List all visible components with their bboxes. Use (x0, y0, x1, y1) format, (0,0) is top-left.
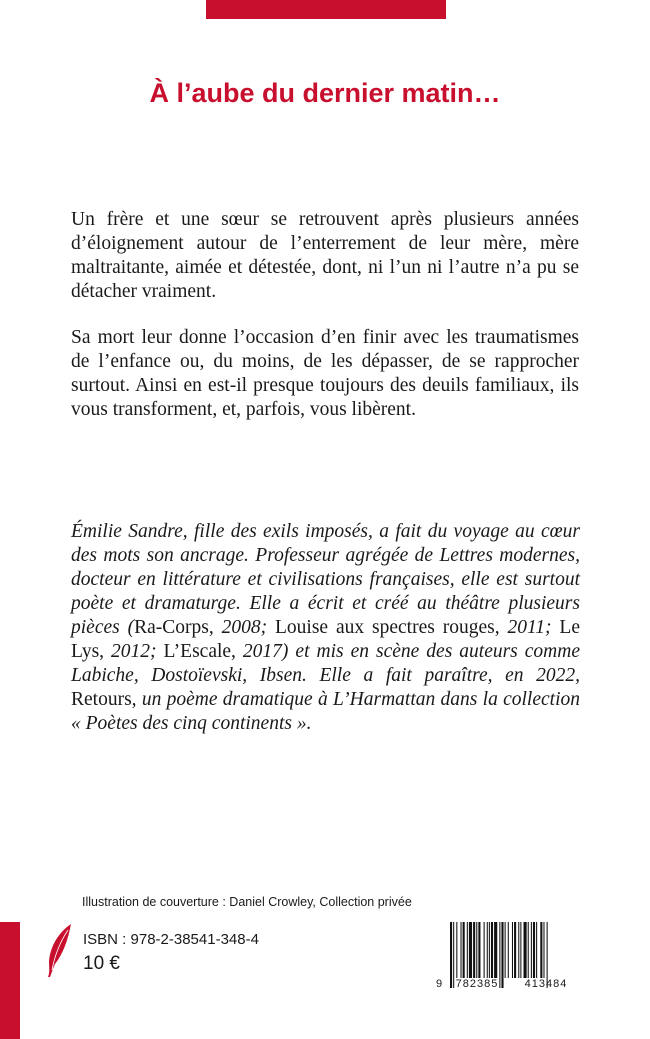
barcode-bar (533, 922, 535, 978)
barcode-bar (528, 922, 529, 978)
barcode-bar (536, 922, 537, 978)
bio-text-3: un poème dramatique à L’Harmattan dans la collection « Poètes des cinq continents ». (71, 689, 580, 734)
barcode-bar (514, 922, 516, 978)
bio-year: 2011; (499, 617, 552, 638)
barcode-bar (540, 922, 542, 978)
barcode-bar (463, 922, 465, 978)
barcode-bar (473, 922, 475, 978)
barcode-bar (476, 922, 477, 978)
summary-paragraph-2: Sa mort leur donne l’occasion d’en finir avec les traumatismes de l’enfance ou, du moins, de les dépasser, de se rapprocher surtout. Ainsi en est-il presque toujours des deuils familiaux, ils vous transforment, et, parfois, vous libèrent. (71, 327, 579, 420)
book-summary (71, 208, 579, 444)
author-bio (71, 520, 580, 736)
left-accent-bar (0, 922, 20, 1039)
barcode-bar (469, 922, 472, 978)
barcode-bar (467, 922, 468, 978)
bio-work-title: Le Lys, (71, 617, 580, 662)
illustration-credit: Illustration de couverture : Daniel Crowley, Collection privée (82, 895, 412, 909)
barcode-bar (531, 922, 532, 978)
barcode-bar (491, 922, 493, 978)
bio-work-title: Ra-Corps, (134, 617, 214, 638)
barcode-right-digits: 413484 (524, 978, 568, 990)
barcode-bar (478, 922, 480, 978)
isbn-label: ISBN : 978-2-38541-348-4 (83, 931, 259, 948)
barcode-bar (518, 922, 519, 978)
bio-work-title: Retours, (71, 689, 137, 710)
bio-year: 2008; (213, 617, 268, 638)
barcode-bar (494, 922, 497, 978)
barcode-bar (524, 922, 527, 978)
barcode-bar (508, 922, 509, 978)
barcode-bar (456, 922, 457, 978)
barcode-bar (543, 922, 544, 978)
bio-year: 2012; (104, 641, 157, 662)
bio-work-title: L’Escale, (156, 641, 236, 662)
bio-work-title: Louise aux spectres rouges, (267, 617, 500, 638)
barcode-bar (520, 922, 521, 978)
barcode-bar (512, 922, 513, 978)
book-title: À l’aube du dernier matin… (149, 78, 501, 108)
barcode-bar (461, 922, 462, 978)
top-accent-bar (206, 0, 446, 19)
summary-paragraph-1: Un frère et une sœur se retrouvent après plusieurs années d’éloignement autour de l’enterrement de leur mère, mère maltraitante, aimée et détestée, dont, ni l’un ni l’autre n’a pu se détacher vraiment. (71, 209, 579, 302)
price-label: 10 € (83, 953, 120, 974)
barcode-first-digit: 9 (436, 978, 443, 990)
bio-text-1: Émilie Sandre, fille des exils imposés, a fait du voyage au cœur des mots son ancrage. Professeur agrégée de Lettres modernes, docteur en littérature et civilisations françaises, elle est surtout poète et dramaturge. Elle a écrit et créé au théâtre plusieurs pièces ( (71, 521, 580, 638)
barcode-number (436, 978, 584, 994)
bio-text-2: 2017) et mis en scène des auteurs comme Labiche, Dostoïevski, Ibsen. Elle a fait paraître, en 2022, (71, 641, 580, 686)
barcode-bar (484, 922, 485, 978)
quill-icon (44, 922, 74, 978)
barcode-left-digits: 782385 (455, 978, 499, 990)
barcode-bar (505, 922, 506, 978)
barcode-bar (487, 922, 488, 978)
barcode-bar (489, 922, 490, 978)
